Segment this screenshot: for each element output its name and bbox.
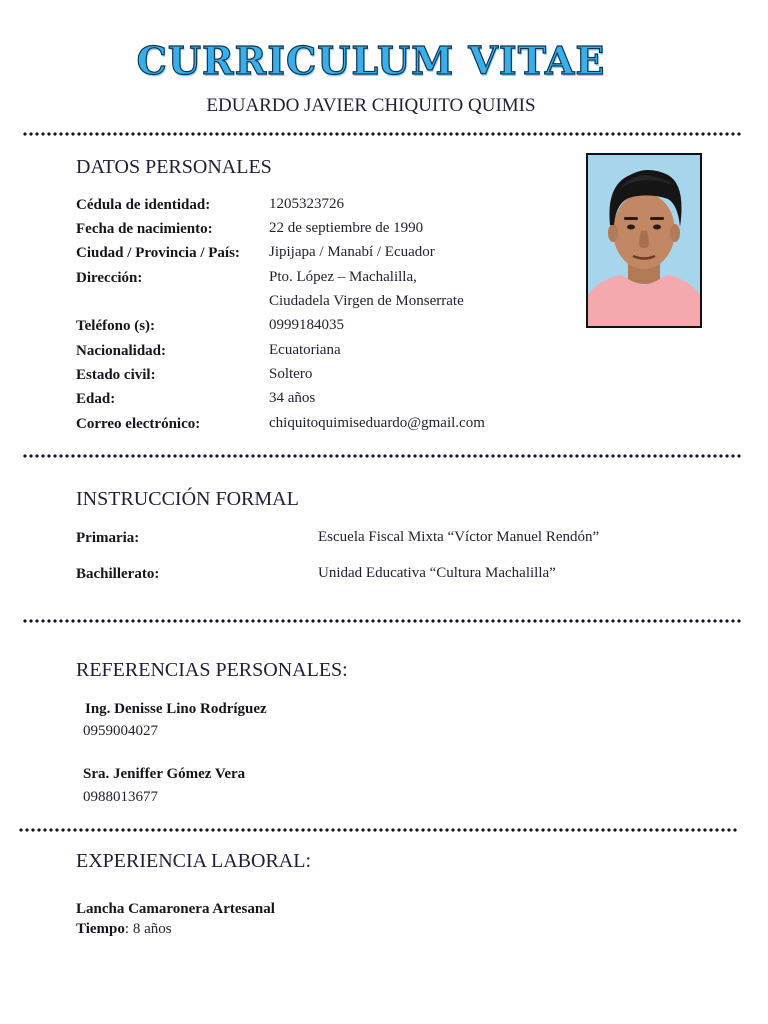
estado-civil-label: Estado civil: (76, 367, 156, 383)
dotted-divider (22, 132, 742, 136)
section-heading-datos-personales: DATOS PERSONALES (76, 156, 272, 178)
experience-company: Lancha Camaronera Artesanal (76, 901, 275, 917)
cedula-label: Cédula de identidad: (76, 197, 211, 213)
nacionalidad-label: Nacionalidad: (76, 343, 167, 359)
primaria-label: Primaria: (76, 530, 140, 546)
primaria-value: Escuela Fiscal Mixta “Víctor Manuel Rendón” (318, 529, 600, 545)
direccion-label: Dirección: (76, 270, 143, 286)
cv-title: CURRICULUM VITAE (136, 38, 606, 83)
direccion-value-line-1: Pto. López – Machalilla, (269, 269, 417, 285)
direccion-value-line-2: Ciudadela Virgen de Monserrate (269, 293, 464, 309)
section-heading-experiencia: EXPERIENCIA LABORAL: (76, 850, 311, 872)
correo-label: Correo electrónico: (76, 416, 201, 432)
correo-value: chiquitoquimiseduardo@gmail.com (269, 415, 485, 431)
estado-civil-value: Soltero (269, 366, 313, 382)
ciudad-label: Ciudad / Provincia / País: (76, 245, 240, 261)
cedula-value: 1205323726 (269, 196, 344, 212)
tiempo-label: Tiempo (76, 921, 125, 937)
dotted-divider (18, 828, 738, 832)
reference-phone: 0988013677 (83, 789, 158, 805)
section-heading-instruccion-formal: INSTRUCCIÓN FORMAL (76, 488, 299, 510)
reference-name: Sra. Jeniffer Gómez Vera (83, 766, 246, 782)
candidate-name: EDUARDO JAVIER CHIQUITO QUIMIS (206, 95, 536, 116)
edad-label: Edad: (76, 391, 116, 407)
portrait-illustration (588, 155, 700, 326)
fecha-nacimiento-label: Fecha de nacimiento: (76, 221, 213, 237)
tiempo-value: : 8 años (124, 921, 172, 937)
bachillerato-label: Bachillerato: (76, 566, 160, 582)
telefono-label: Teléfono (s): (76, 318, 156, 334)
section-heading-referencias: REFERENCIAS PERSONALES: (76, 659, 348, 681)
bachillerato-value: Unidad Educativa “Cultura Machalilla” (318, 565, 556, 581)
reference-name: Ing. Denisse Lino Rodríguez (85, 701, 267, 717)
edad-value: 34 años (269, 390, 316, 406)
nacionalidad-value: Ecuatoriana (269, 342, 341, 358)
experience-duration (76, 921, 172, 938)
ciudad-value: Jipijapa / Manabí / Ecuador (269, 244, 435, 260)
fecha-nacimiento-value: 22 de septiembre de 1990 (269, 220, 424, 236)
dotted-divider (22, 619, 742, 623)
reference-phone: 0959004027 (83, 723, 158, 739)
telefono-value: 0999184035 (269, 317, 344, 333)
profile-photo (586, 153, 702, 328)
dotted-divider (22, 454, 742, 458)
